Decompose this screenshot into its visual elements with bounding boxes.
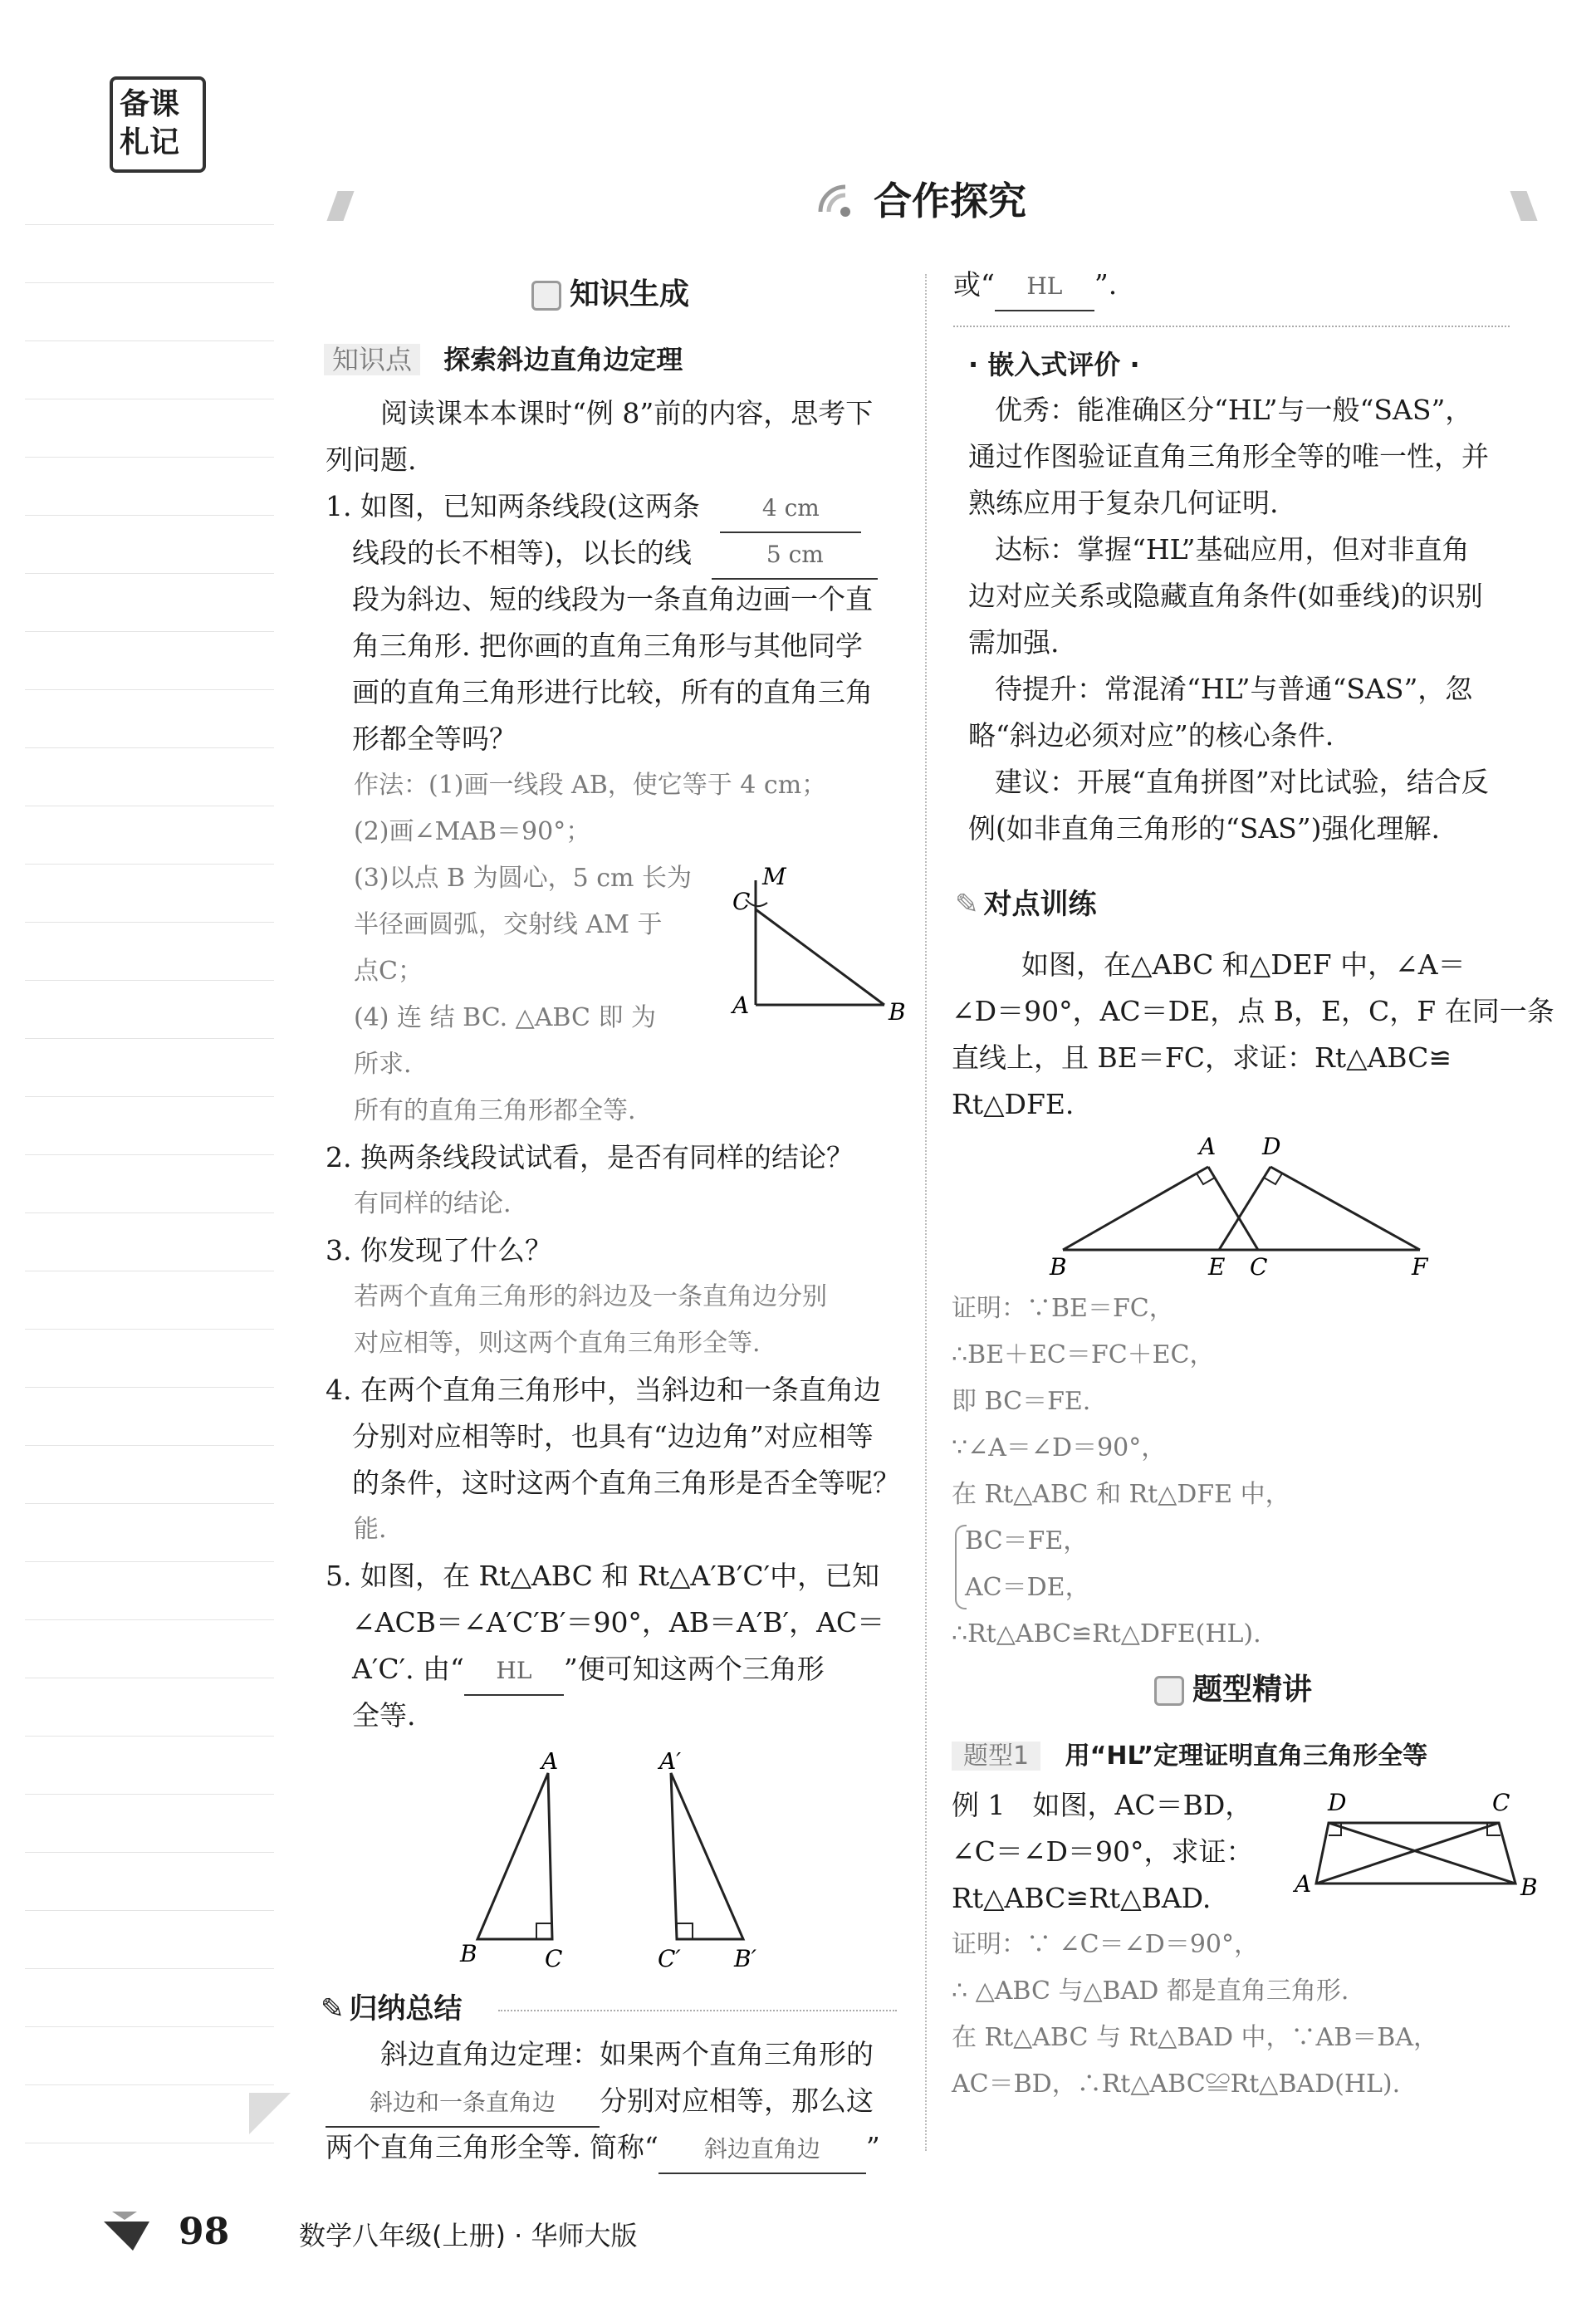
eval-title: · 嵌入式评价 · bbox=[968, 349, 1140, 380]
drill-proof-3: 即 BC＝FE. bbox=[952, 1387, 1091, 1416]
q1-line-2 bbox=[352, 530, 878, 580]
pencil-icon: ✎ bbox=[321, 1992, 345, 2026]
q5-line-3-pre: A′C′. 由“ bbox=[352, 1653, 464, 1685]
eval-line-6: 需加强. bbox=[968, 626, 1060, 659]
right-top-line bbox=[953, 262, 1117, 311]
example-proof-1: 证明：∵ ∠C＝∠D＝90°， bbox=[952, 1930, 1259, 1959]
summary-title bbox=[321, 1989, 463, 2029]
drill-proof-8: ∴Rt△ABC≌Rt△DFE(HL). bbox=[952, 1619, 1261, 1648]
q4-line-1: 4. 在两个直角三角形中，当斜边和一条直角边 bbox=[326, 1374, 881, 1406]
drill-line-AC bbox=[1208, 1167, 1258, 1250]
eval-line-1: 优秀：能准确区分“HL”与一般“SAS”， bbox=[995, 394, 1473, 426]
summary-rule bbox=[498, 2010, 897, 2011]
q1-line-6: 形都全等吗？ bbox=[352, 723, 516, 755]
q5-figure bbox=[448, 1752, 797, 1977]
q5-label-A2: A′ bbox=[659, 1752, 682, 1775]
footer-arrow-icon bbox=[100, 2205, 158, 2255]
intro-line-2: 列问题. bbox=[326, 443, 417, 476]
type-label: 题型1 bbox=[952, 1742, 1040, 1771]
q1-line-2-text: 线段的长不相等)，以长的线 bbox=[352, 536, 692, 569]
q4-answer: 能. bbox=[354, 1515, 387, 1544]
q5-label-B: B bbox=[460, 1940, 477, 1967]
drill-proof-7: AC＝DE， bbox=[965, 1573, 1090, 1602]
page-number: 98 bbox=[179, 2211, 230, 2253]
example-line-1: 例 1 如图，AC＝BD， bbox=[952, 1789, 1253, 1821]
example-label-C: C bbox=[1492, 1789, 1510, 1816]
margin-tag-line2: 札记 bbox=[120, 125, 180, 159]
right-top-post: ”. bbox=[1094, 268, 1118, 301]
q1-step-2: (2)画∠MAB＝90°； bbox=[354, 817, 591, 846]
example-figure bbox=[1291, 1786, 1549, 1910]
q5-line-3 bbox=[352, 1646, 825, 1696]
q1-step-5: 点C； bbox=[354, 957, 423, 986]
q5-label-A: A bbox=[541, 1752, 559, 1775]
corner-deco bbox=[249, 2093, 291, 2134]
drill-label-D: D bbox=[1262, 1133, 1281, 1160]
example-label-B: B bbox=[1520, 1874, 1538, 1901]
q1-step-4: 半径画圆弧，交射线 AM 于 bbox=[354, 910, 663, 939]
summary-line-2-post: 分别对应相等，那么这 bbox=[600, 2084, 874, 2117]
q5-right-angle-C2 bbox=[677, 1923, 693, 1939]
summary-line-3-pre: 两个直角三角形全等. 简称“ bbox=[326, 2131, 658, 2163]
eval-line-9: 建议：开展“直角拼图”对比试验，结合反 bbox=[995, 766, 1489, 798]
q3-answer-1: 若两个直角三角形的斜边及一条直角边分别 bbox=[354, 1282, 827, 1311]
drill-title bbox=[955, 884, 1097, 924]
q1-label-A: A bbox=[732, 992, 750, 1019]
type-row bbox=[952, 1736, 1427, 1777]
q1-label-B: B bbox=[889, 998, 906, 1026]
drill-title-text: 对点训练 bbox=[983, 888, 1097, 921]
drill-label-E: E bbox=[1208, 1253, 1226, 1281]
q1-step-7: 所求. bbox=[354, 1050, 412, 1079]
q5-triangle-ABC bbox=[477, 1773, 552, 1939]
example-proof-3: 在 Rt△ABC 与 Rt△BAD 中，∵AB＝BA， bbox=[952, 2023, 1438, 2052]
summary-line-2 bbox=[326, 2078, 874, 2128]
section-types bbox=[1154, 1669, 1312, 1711]
q5-label-B2: B′ bbox=[734, 1945, 756, 1972]
q5-triangle-A2B2C2 bbox=[671, 1773, 743, 1939]
margin-tag-line1: 备课 bbox=[120, 87, 180, 121]
book-title: 数学八年级(上册) · 华师大版 bbox=[299, 2220, 638, 2251]
q3-answer-2: 对应相等，则这两个直角三角形全等. bbox=[354, 1329, 761, 1358]
q1-figure bbox=[722, 860, 913, 1026]
example-line-3: Rt△ABC≌Rt△BAD. bbox=[952, 1882, 1212, 1914]
q1-blank-long: 5 cm bbox=[712, 532, 878, 580]
drill-label-F: F bbox=[1412, 1253, 1428, 1281]
q4-line-2: 分别对应相等时，也具有“边边角”对应相等 bbox=[352, 1420, 874, 1452]
example-label-D: D bbox=[1328, 1789, 1347, 1816]
q1-line-1-text: 1. 如图，已知两条线段(这两条 bbox=[326, 490, 700, 522]
summary-blank-1: 斜边和一条直角边 bbox=[326, 2080, 600, 2128]
drill-proof-6: BC＝FE， bbox=[965, 1526, 1089, 1555]
example-diagonal-AC bbox=[1316, 1823, 1499, 1884]
summary-line-3 bbox=[326, 2124, 880, 2174]
q3-question: 3. 你发现了什么？ bbox=[326, 1234, 552, 1266]
drill-figure bbox=[1038, 1129, 1437, 1283]
q1-line-3: 段为斜边、短的线段为一条直角边画一个直 bbox=[352, 583, 873, 615]
q1-label-M: M bbox=[762, 863, 786, 890]
q1-step-6: (4) 连 结 BC. △ABC 即 为 bbox=[354, 1003, 657, 1032]
drill-line-4: Rt△DFE. bbox=[952, 1088, 1075, 1120]
drill-proof-5: 在 Rt△ABC 和 Rt△DFE 中， bbox=[952, 1480, 1290, 1509]
type-title: 用“HL”定理证明直角三角形全等 bbox=[1065, 1742, 1428, 1771]
q1-line-4: 角三角形. 把你画的直角三角形与其他同学 bbox=[352, 629, 863, 662]
kp-title: 探索斜边直角边定理 bbox=[443, 344, 683, 375]
kp-label: 知识点 bbox=[324, 344, 420, 375]
eval-line-4: 达标：掌握“HL”基础应用，但对非直角 bbox=[995, 533, 1470, 566]
q1-step-3: (3)以点 B 为圆心，5 cm 长为 bbox=[354, 864, 693, 893]
drill-line-3: 直线上，且 BE＝FC，求证：Rt△ABC≌ bbox=[952, 1041, 1452, 1074]
summary-blank-2: 斜边直角边 bbox=[658, 2126, 866, 2174]
example-line-2: ∠C＝∠D＝90°，求证： bbox=[952, 1835, 1254, 1868]
example-proof-4: AC＝BD，∴Rt△ABC≌Rt△BAD(HL). bbox=[952, 2070, 1401, 2099]
eval-line-5: 边对应关系或隐藏直角条件(如垂线)的识别 bbox=[968, 580, 1483, 612]
eval-line-2: 通过作图验证直角三角形全等的唯一性，并 bbox=[968, 440, 1489, 473]
drill-line-DE bbox=[1219, 1167, 1270, 1250]
knowledge-point bbox=[324, 339, 683, 380]
q5-line-3-post: ”便可知这两个三角形 bbox=[563, 1653, 825, 1685]
drill-proof-2: ∴BE＋EC＝FC＋EC， bbox=[952, 1340, 1215, 1369]
eval-line-7: 待提升：常混淆“HL”与普通“SAS”，忽 bbox=[995, 673, 1473, 705]
section-types-title: 题型精讲 bbox=[1192, 1673, 1313, 1707]
right-top-rule bbox=[953, 326, 1510, 327]
drill-line-2: ∠D＝90°，AC＝DE，点 B，E，C，F 在同一条 bbox=[952, 995, 1554, 1027]
q1-line-BC bbox=[756, 909, 884, 1005]
drill-proof-4: ∵∠A＝∠D＝90°， bbox=[952, 1433, 1167, 1462]
q5-line-2: ∠ACB＝∠A′C′B′＝90°，AB＝A′B′，AC＝ bbox=[352, 1606, 885, 1639]
right-top-pre: 或“ bbox=[953, 268, 995, 301]
eval-line-3: 熟练应用于复杂几何证明. bbox=[968, 487, 1279, 519]
summary-title-text: 归纳总结 bbox=[349, 1992, 463, 2026]
summary-line-1: 斜边直角边定理：如果两个直角三角形的 bbox=[380, 2038, 874, 2070]
drill-line-DF bbox=[1270, 1167, 1420, 1250]
drill-proof-1: 证明：∵BE＝FC， bbox=[952, 1294, 1174, 1323]
header-deco-right bbox=[1510, 191, 1537, 221]
q2-answer: 有同样的结论. bbox=[354, 1189, 512, 1218]
example-proof-2: ∴ △ABC 与△BAD 都是直角三角形. bbox=[952, 1977, 1349, 2006]
q1-label-C: C bbox=[732, 888, 751, 915]
signal-icon bbox=[815, 179, 857, 220]
section-knowledge bbox=[531, 274, 689, 316]
q1-blank-short: 4 cm bbox=[720, 485, 861, 533]
q5-line-4: 全等. bbox=[352, 1699, 416, 1732]
section-types-icon bbox=[1154, 1676, 1184, 1706]
q1-line-5: 画的直角三角形进行比较，所有的直角三角 bbox=[352, 676, 873, 708]
q5-right-angle-C bbox=[536, 1923, 552, 1939]
header-deco-left bbox=[326, 191, 354, 221]
drill-label-A: A bbox=[1199, 1133, 1217, 1160]
q5-label-C2: C′ bbox=[658, 1945, 681, 1972]
eval-line-10: 例(如非直角三角形的“SAS”)强化理解. bbox=[968, 812, 1441, 845]
page-title: 合作探究 bbox=[874, 179, 1026, 223]
example-label-A: A bbox=[1295, 1870, 1312, 1898]
q4-line-3: 的条件，这时这两个直角三角形是否全等呢？ bbox=[352, 1467, 900, 1499]
q5-blank: HL bbox=[464, 1648, 564, 1696]
column-divider bbox=[925, 274, 927, 2151]
eval-line-8: 略“斜边必须对应”的核心条件. bbox=[968, 719, 1334, 752]
drill-line-1: 如图，在△ABC 和△DEF 中，∠A＝ bbox=[1021, 948, 1466, 981]
q1-step-8: 所有的直角三角形都全等. bbox=[354, 1096, 636, 1125]
section-knowledge-title: 知识生成 bbox=[570, 277, 690, 311]
q1-line-1 bbox=[326, 483, 861, 533]
q5-label-C: C bbox=[545, 1945, 563, 1972]
drill-pencil-icon: ✎ bbox=[955, 888, 979, 921]
summary-line-3-post: ” bbox=[865, 2131, 880, 2163]
q2-question: 2. 换两条线段试试看，是否有同样的结论？ bbox=[326, 1141, 854, 1173]
section-icon bbox=[531, 281, 561, 311]
drill-label-C: C bbox=[1250, 1253, 1268, 1281]
drill-line-AB bbox=[1063, 1167, 1208, 1250]
right-top-blank: HL bbox=[995, 263, 1094, 311]
margin-lines bbox=[0, 0, 282, 2322]
intro-line-1: 阅读课本本课时“例 8”前的内容，思考下 bbox=[380, 397, 874, 429]
q5-line-1: 5. 如图，在 Rt△ABC 和 Rt△A′B′C′中，已知 bbox=[326, 1560, 880, 1592]
header-icon bbox=[815, 179, 857, 220]
drill-label-B: B bbox=[1050, 1253, 1067, 1281]
q1-step-1: 作法：(1)画一线段 AB，使它等于 4 cm； bbox=[354, 771, 827, 800]
